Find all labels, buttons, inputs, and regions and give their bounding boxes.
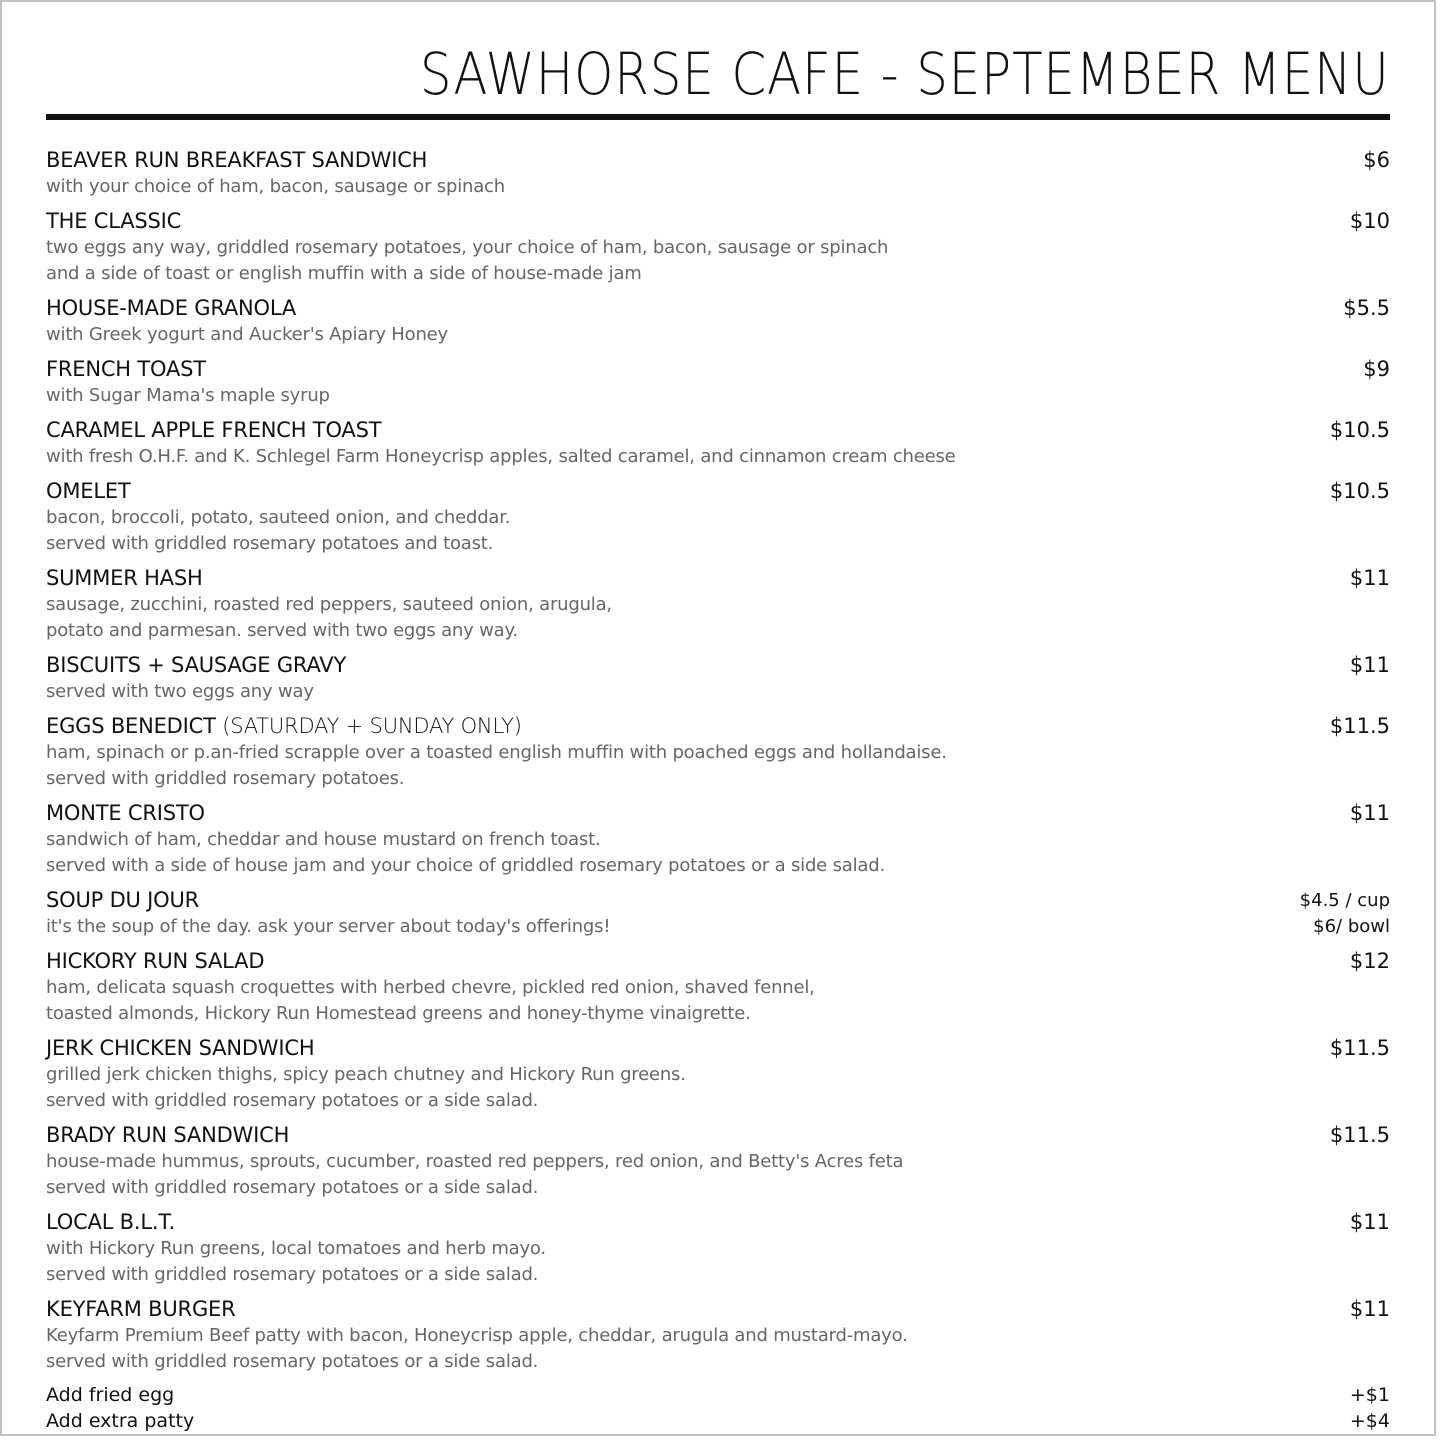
item-description: with your choice of ham, bacon, sausage or spinach	[46, 176, 505, 197]
item-price: $11.5	[1329, 1123, 1390, 1147]
item-name: HOUSE-MADE GRANOLA	[46, 296, 297, 320]
item-name: KEYFARM BURGER	[46, 1297, 236, 1321]
item-description: sandwich of ham, cheddar and house mustard on french toast.	[46, 829, 601, 850]
item-description: with fresh O.H.F. and K. Schlegel Farm Honeycrisp apples, salted caramel, and cinnamon cream cheese	[46, 446, 956, 467]
item-name: OMELET	[46, 479, 131, 503]
item-price: $11	[1349, 1210, 1390, 1234]
item-description: sausage, zucchini, roasted red peppers, sauteed onion, arugula,	[46, 594, 612, 615]
addon-row	[46, 1408, 1390, 1434]
menu-item	[46, 1034, 1390, 1114]
item-description: grilled jerk chicken thighs, spicy peach chutney and Hickory Run greens.	[46, 1064, 686, 1085]
addon-label: Add fried egg	[46, 1384, 175, 1406]
item-description: served with griddled rosemary potatoes.	[46, 768, 405, 789]
addon-price: +$4	[1349, 1410, 1390, 1432]
item-price: $5.5	[1343, 296, 1390, 320]
item-name: BISCUITS + SAUSAGE GRAVY	[46, 653, 347, 677]
menu-item	[46, 947, 1390, 1027]
item-price: $10.5	[1329, 418, 1390, 442]
menu-item	[46, 712, 1390, 792]
item-description: ham, delicata squash croquettes with herbed chevre, pickled red onion, shaved fennel,	[46, 977, 815, 998]
item-description: bacon, broccoli, potato, sauteed onion, and cheddar.	[46, 507, 511, 528]
menu-item	[46, 146, 1390, 200]
menu-item	[46, 355, 1390, 409]
item-price-cup: $4.5 / cup	[1299, 890, 1390, 911]
item-description: served with griddled rosemary potatoes and toast.	[46, 533, 494, 554]
item-name: BRADY RUN SANDWICH	[46, 1123, 290, 1147]
item-description: with Greek yogurt and Aucker's Apiary Honey	[46, 324, 448, 345]
item-description: two eggs any way, griddled rosemary potatoes, your choice of ham, bacon, sausage or spinach	[46, 237, 889, 258]
item-price: $11	[1349, 801, 1390, 825]
item-description: it's the soup of the day. ask your server about today's offerings!	[46, 916, 611, 937]
item-name-row	[46, 712, 1390, 740]
menu-item	[46, 294, 1390, 348]
item-description: Keyfarm Premium Beef patty with bacon, Honeycrisp apple, cheddar, arugula and mustard-mayo.	[46, 1325, 908, 1346]
menu-item	[46, 1295, 1390, 1375]
item-name: EGGS BENEDICT	[46, 714, 216, 738]
menu-item	[46, 416, 1390, 470]
item-description: house-made hummus, sprouts, cucumber, roasted red peppers, red onion, and Betty's Acres feta	[46, 1151, 904, 1172]
item-price: $10	[1349, 209, 1390, 233]
item-name: SOUP DU JOUR	[46, 888, 200, 912]
addon-label: Add extra patty	[46, 1410, 195, 1432]
item-description: ham, spinach or p.an-fried scrapple over a toasted english muffin with poached eggs and hollandaise.	[46, 742, 947, 763]
item-description: toasted almonds, Hickory Run Homestead greens and honey-thyme vinaigrette.	[46, 1003, 751, 1024]
item-description: with Sugar Mama's maple syrup	[46, 385, 330, 406]
item-description: served with griddled rosemary potatoes or a side salad.	[46, 1264, 539, 1285]
menu-item	[46, 1208, 1390, 1288]
item-price: $12	[1349, 949, 1390, 973]
item-price: $10.5	[1329, 479, 1390, 503]
item-name: LOCAL B.L.T.	[46, 1210, 175, 1234]
item-name: THE CLASSIC	[46, 209, 182, 233]
item-availability-note: (SATURDAY + SUNDAY ONLY)	[215, 714, 522, 738]
item-price-group	[1300, 888, 1390, 940]
addon-price: +$1	[1349, 1384, 1390, 1406]
item-name: FRENCH TOAST	[46, 357, 206, 381]
item-price: $11	[1349, 566, 1390, 590]
item-description: served with two eggs any way	[46, 681, 314, 702]
menu-item	[46, 477, 1390, 557]
menu-item	[46, 1121, 1390, 1201]
item-name: BEAVER RUN BREAKFAST SANDWICH	[46, 148, 428, 172]
item-name: JERK CHICKEN SANDWICH	[46, 1036, 315, 1060]
item-price-bowl: $6/ bowl	[1313, 916, 1390, 937]
item-name: MONTE CRISTO	[46, 801, 205, 825]
item-price: $6	[1363, 148, 1390, 172]
menu-item	[46, 886, 1390, 940]
menu-item	[46, 799, 1390, 879]
item-description: potato and parmesan. served with two eggs any way.	[46, 620, 518, 641]
item-description: with Hickory Run greens, local tomatoes and herb mayo.	[46, 1238, 546, 1259]
item-description: served with a side of house jam and your choice of griddled rosemary potatoes or a side salad.	[46, 855, 885, 876]
menu-title: SAWHORSE CAFE - SEPTEMBER MENU	[420, 40, 1390, 108]
addon-row	[46, 1382, 1390, 1408]
item-name: CARAMEL APPLE FRENCH TOAST	[46, 418, 382, 442]
item-name: SUMMER HASH	[46, 566, 203, 590]
menu-item	[46, 564, 1390, 644]
item-price: $11.5	[1329, 1036, 1390, 1060]
item-description: served with griddled rosemary potatoes or a side salad.	[46, 1177, 539, 1198]
menu-item	[46, 207, 1390, 287]
menu-list	[46, 146, 1390, 1434]
item-description: and a side of toast or english muffin with a side of house-made jam	[46, 263, 642, 284]
item-name: HICKORY RUN SALAD	[46, 949, 265, 973]
item-price: $11	[1349, 1297, 1390, 1321]
title-divider	[46, 114, 1390, 120]
item-price: $9	[1363, 357, 1390, 381]
menu-item	[46, 651, 1390, 705]
item-description: served with griddled rosemary potatoes or a side salad.	[46, 1351, 539, 1372]
item-description: served with griddled rosemary potatoes or a side salad.	[46, 1090, 539, 1111]
item-price: $11	[1349, 653, 1390, 677]
item-price: $11.5	[1329, 714, 1390, 738]
